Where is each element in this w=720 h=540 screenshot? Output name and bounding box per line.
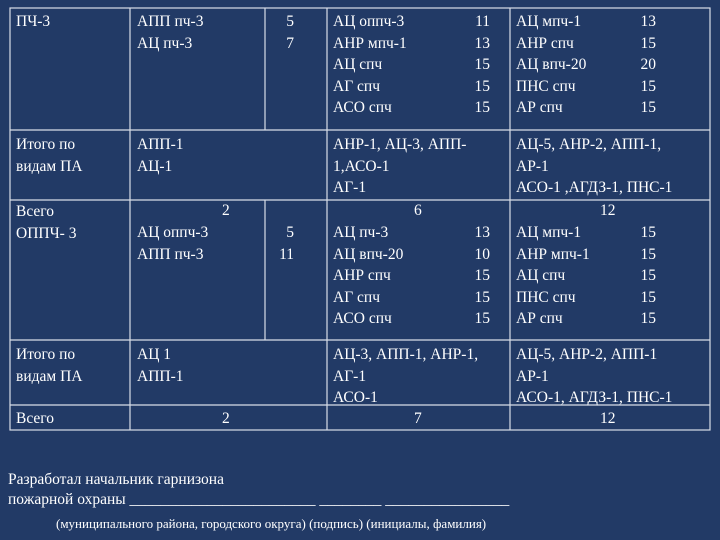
summary-line: АЦ-3, АПП-1, АНР-1, bbox=[333, 346, 479, 363]
vehicle-name: АСО спч bbox=[333, 99, 392, 116]
arrival-time: 13 bbox=[640, 13, 656, 30]
vehicle-name: АГ спч bbox=[333, 288, 380, 306]
row2-label bbox=[16, 134, 82, 177]
arrival-time: 15 bbox=[640, 99, 656, 116]
label-line: видам ПА bbox=[16, 367, 83, 385]
vehicle-name: АЦ оппч-3 bbox=[333, 13, 405, 30]
row3-col-c-times bbox=[450, 222, 490, 330]
vehicle-name: АПП пч-3 bbox=[137, 245, 204, 263]
label-line: Всего bbox=[16, 203, 55, 220]
row3-col-c-list bbox=[333, 222, 403, 330]
vehicle-name: ПНС спч bbox=[516, 288, 576, 306]
arrival-time: 20 bbox=[640, 56, 656, 73]
row5-col-d-total: 12 bbox=[600, 410, 616, 427]
row4-col-d bbox=[516, 344, 672, 409]
row3-col-d-list bbox=[516, 222, 590, 330]
vehicle-name: АНР спч bbox=[516, 34, 574, 52]
row1-label: ПЧ-3 bbox=[16, 13, 51, 30]
row5-label: Всего bbox=[16, 410, 55, 427]
arrival-time: 11 bbox=[279, 245, 294, 263]
footer-caption: (муниципального района, городского округа) (подпись) (инициалы, фамилия) bbox=[56, 516, 487, 531]
arrival-time: 15 bbox=[640, 245, 656, 263]
arrival-time: 15 bbox=[474, 77, 490, 95]
vehicle-name: АПП пч-3 bbox=[137, 13, 204, 30]
summary-line: АЦ 1 bbox=[137, 346, 172, 363]
vehicle-name: АЦ пч-3 bbox=[137, 34, 193, 52]
vehicle-name: АЦ спч bbox=[333, 56, 383, 73]
row5-col-c-total: 7 bbox=[414, 410, 422, 427]
row3-col-b-list bbox=[137, 222, 208, 265]
summary-line: АЦ-1 bbox=[137, 157, 173, 175]
summary-line: АПП-1 bbox=[137, 136, 184, 153]
row2-col-d bbox=[516, 134, 672, 199]
row1-col-d-list bbox=[516, 11, 586, 119]
row5-col-b-total: 2 bbox=[222, 410, 230, 427]
vehicle-name: АНР мпч-1 bbox=[333, 34, 407, 52]
arrival-time: 15 bbox=[640, 288, 656, 306]
arrival-time: 15 bbox=[640, 34, 656, 52]
arrival-time: 7 bbox=[286, 34, 294, 52]
summary-line: АР-1 bbox=[516, 157, 549, 175]
row3-col-b-times bbox=[240, 222, 294, 265]
label-line: Итого по bbox=[16, 136, 76, 153]
arrival-time: 15 bbox=[474, 310, 490, 327]
row1-col-d-times bbox=[620, 11, 656, 119]
vehicle-name: АР спч bbox=[516, 310, 563, 327]
row3-col-d-total: 12 bbox=[600, 202, 616, 219]
row3-col-b-total: 2 bbox=[222, 202, 230, 219]
vehicle-name: АГ спч bbox=[333, 77, 380, 95]
summary-line: АСО-1, АГДЗ-1, ПНС-1 bbox=[516, 389, 673, 406]
row3-col-c-total: 6 bbox=[414, 202, 422, 219]
row2-col-b bbox=[137, 134, 184, 177]
summary-line: АГ-1 bbox=[333, 367, 367, 385]
footer-signature-line: пожарной охраны ________________________ ________ ________________ bbox=[8, 491, 510, 508]
vehicle-name: ПНС спч bbox=[516, 77, 576, 95]
row4-label bbox=[16, 344, 82, 387]
label-line: видам ПА bbox=[16, 157, 83, 175]
summary-line: АПП-1 bbox=[137, 367, 184, 385]
summary-line: АНР-1, АЦ-3, АПП- bbox=[333, 136, 467, 153]
row4-col-c bbox=[333, 344, 478, 409]
row1-col-b-times bbox=[240, 11, 294, 54]
vehicle-name: АЦ оппч-3 bbox=[137, 224, 209, 241]
row4-col-b bbox=[137, 344, 184, 387]
footer-author-line: Разработал начальник гарнизона bbox=[8, 471, 224, 488]
arrival-time: 5 bbox=[286, 224, 294, 241]
summary-line: АГ-1 bbox=[333, 179, 367, 196]
arrival-time: 15 bbox=[640, 77, 656, 95]
arrival-time: 15 bbox=[640, 267, 656, 284]
arrival-time: 5 bbox=[286, 13, 294, 30]
label-line: Итого по bbox=[16, 346, 76, 363]
summary-line: АР-1 bbox=[516, 367, 549, 385]
vehicle-name: АЦ впч-20 bbox=[516, 56, 587, 73]
arrival-time: 10 bbox=[474, 245, 490, 263]
summary-line: АСО-1 bbox=[333, 389, 378, 406]
vehicle-name: АНР мпч-1 bbox=[516, 245, 590, 263]
row3-col-d-times bbox=[620, 222, 656, 330]
row1-col-c-times bbox=[450, 11, 490, 119]
vehicle-name: АЦ впч-20 bbox=[333, 245, 404, 263]
arrival-time: 13 bbox=[474, 34, 490, 52]
arrival-time: 15 bbox=[474, 288, 490, 306]
row3-label bbox=[16, 201, 76, 244]
vehicle-name: АСО спч bbox=[333, 310, 392, 327]
arrival-time: 15 bbox=[474, 99, 490, 116]
row2-col-c bbox=[333, 134, 466, 199]
vehicle-name: АНР спч bbox=[333, 267, 391, 284]
vehicle-name: АЦ спч bbox=[516, 267, 566, 284]
arrival-time: 15 bbox=[474, 56, 490, 73]
summary-line: АСО-1 ,АГДЗ-1, ПНС-1 bbox=[516, 179, 673, 196]
row1-col-c-list bbox=[333, 11, 407, 119]
row1-col-b-list bbox=[137, 11, 203, 54]
arrival-time: 11 bbox=[475, 13, 490, 30]
vehicle-name: АР спч bbox=[516, 99, 563, 116]
summary-line: АЦ-5, АНР-2, АПП-1, bbox=[516, 136, 662, 153]
vehicle-name: АЦ мпч-1 bbox=[516, 224, 582, 241]
summary-line: 1,АСО-1 bbox=[333, 157, 390, 175]
arrival-time: 15 bbox=[474, 267, 490, 284]
arrival-time: 15 bbox=[640, 310, 656, 327]
arrival-time: 15 bbox=[640, 224, 656, 241]
summary-line: АЦ-5, АНР-2, АПП-1 bbox=[516, 346, 658, 363]
vehicle-name: АЦ мпч-1 bbox=[516, 13, 582, 30]
label-line: ОППЧ- 3 bbox=[16, 224, 77, 242]
vehicle-name: АЦ пч-3 bbox=[333, 224, 389, 241]
arrival-time: 13 bbox=[474, 224, 490, 241]
